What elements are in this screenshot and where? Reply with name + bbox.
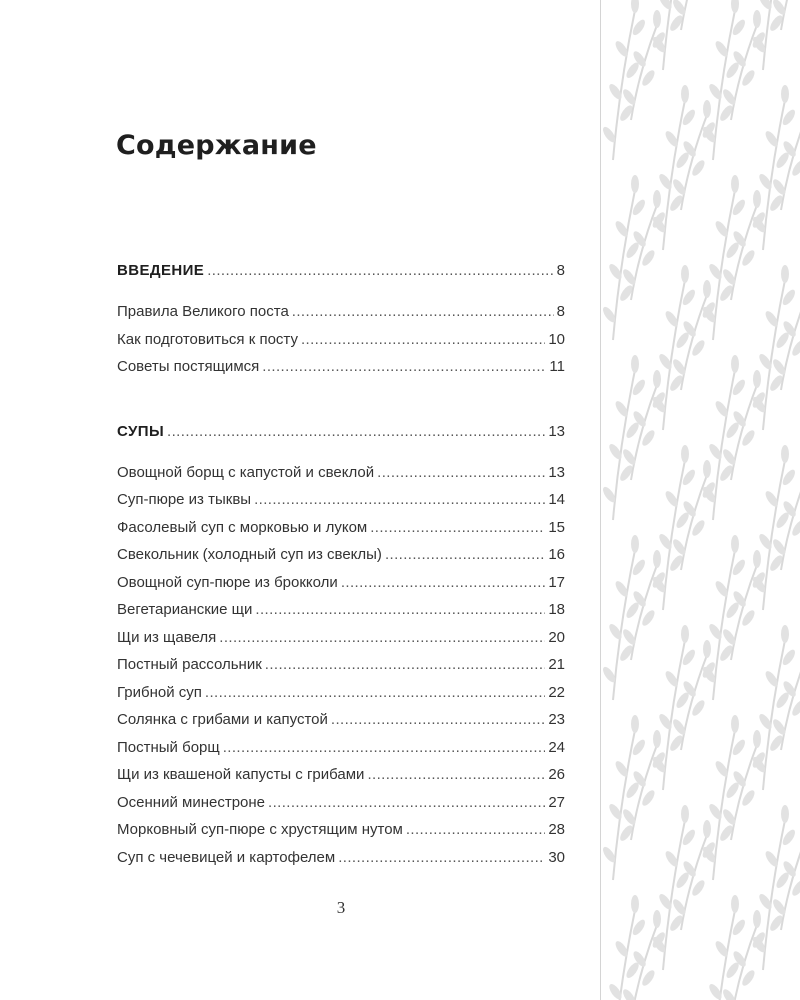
toc-page-ref: 13	[548, 463, 565, 481]
decorative-panel	[600, 0, 800, 1000]
willow-branch	[601, 895, 647, 1000]
toc-entry[interactable]	[117, 679, 565, 707]
toc-page-ref: 22	[548, 683, 565, 701]
toc-entry[interactable]	[117, 596, 565, 624]
toc-entry-label: Постный борщ	[117, 738, 220, 756]
toc-entry[interactable]	[117, 569, 565, 597]
dot-leader	[331, 706, 545, 734]
dot-leader	[219, 624, 545, 652]
toc-page-ref: 18	[548, 601, 565, 618]
dot-leader	[370, 514, 545, 542]
toc-heading[interactable]	[117, 258, 565, 284]
willow-branch	[671, 640, 717, 750]
toc-page-ref: 8	[556, 262, 565, 279]
toc-entry-label: Фасолевый суп с морковью и луком	[117, 518, 368, 536]
toc-page-ref: 10	[548, 330, 565, 348]
toc-page-ref: 21	[548, 656, 565, 673]
toc-entry[interactable]	[117, 761, 565, 789]
toc-entry-label: Суп-пюре из тыквы	[117, 491, 252, 508]
willow-branch	[671, 280, 717, 390]
dot-leader	[367, 761, 545, 789]
toc-entry[interactable]	[117, 789, 565, 817]
willow-branch-pattern-icon	[601, 0, 800, 1000]
toc-entry[interactable]	[117, 816, 565, 844]
toc-page-ref: 23	[548, 711, 565, 728]
dot-leader	[385, 541, 545, 569]
toc-entry-label: Осенний минестроне	[117, 793, 266, 811]
willow-branch	[721, 370, 767, 480]
toc-page-ref: 20	[548, 628, 565, 646]
toc-entry-label: Вегетарианские щи	[117, 601, 253, 618]
toc-entry[interactable]	[117, 624, 565, 652]
toc-page-ref: 28	[548, 821, 565, 838]
toc-entry-label: Как подготовиться к посту	[117, 330, 298, 348]
toc-page-ref: 26	[548, 766, 565, 783]
toc-entry[interactable]	[117, 514, 565, 542]
toc-entry[interactable]	[117, 486, 565, 514]
dot-leader	[205, 679, 545, 707]
willow-branch	[671, 460, 717, 570]
toc-entry[interactable]	[117, 651, 565, 679]
dot-leader	[341, 569, 546, 597]
toc-entry-label: Солянка с грибами и капустой	[117, 711, 328, 728]
toc-page-ref: 30	[548, 848, 565, 866]
toc-page-ref: 14	[548, 491, 565, 508]
toc-heading-label: СУПЫ	[117, 422, 165, 440]
dot-leader	[338, 844, 545, 872]
willow-branch	[701, 895, 748, 1000]
willow-branch	[621, 190, 667, 300]
dot-leader	[377, 459, 545, 487]
dot-leader	[223, 734, 546, 762]
toc-entry-label: Правила Великого поста	[117, 303, 289, 320]
toc-page-ref: 13	[548, 422, 565, 440]
toc-entry-label: Щи из щавеля	[117, 628, 217, 646]
dot-leader	[207, 258, 553, 284]
toc-entry[interactable]	[117, 541, 565, 569]
willow-branch	[621, 10, 667, 120]
toc-heading[interactable]	[117, 419, 565, 445]
dot-leader	[301, 326, 545, 354]
toc-page-ref: 17	[548, 573, 565, 591]
toc-page-ref: 16	[548, 546, 565, 563]
toc-entry[interactable]	[117, 298, 565, 326]
toc-section-soups	[117, 419, 565, 872]
toc-entry[interactable]	[117, 353, 565, 381]
toc-entry[interactable]	[117, 326, 565, 354]
toc-entry-label: Морковный суп-пюре с хрустящим нутом	[117, 821, 403, 838]
toc-page-ref: 27	[548, 793, 565, 811]
toc-page-ref: 8	[556, 303, 565, 320]
dot-leader	[265, 651, 546, 679]
toc-entry[interactable]	[117, 734, 565, 762]
table-of-contents	[117, 258, 565, 871]
willow-branch	[671, 820, 717, 930]
dot-leader	[292, 298, 554, 326]
dot-leader	[262, 353, 546, 381]
toc-entry[interactable]	[117, 459, 565, 487]
dot-leader	[255, 596, 545, 624]
toc-entry-label: Советы постящимся	[117, 358, 260, 375]
dot-leader	[254, 486, 545, 514]
willow-branch	[621, 550, 667, 660]
toc-entry[interactable]	[117, 706, 565, 734]
dot-leader	[167, 419, 545, 445]
page-title: Содержание	[116, 130, 317, 161]
toc-page-ref: 24	[548, 738, 565, 756]
willow-branch	[721, 550, 767, 660]
toc-heading-label: ВВЕДЕНИЕ	[117, 262, 205, 279]
toc-entry-label: Суп с чечевицей и картофелем	[117, 848, 336, 866]
willow-branch	[621, 370, 667, 480]
dot-leader	[268, 789, 545, 817]
toc-page-ref: 15	[548, 518, 565, 536]
toc-entry[interactable]	[117, 844, 565, 872]
toc-entry-label: Грибной суп	[117, 683, 202, 701]
page-number: 3	[336, 898, 346, 917]
toc-entry-label: Овощной суп-пюре из брокколи	[117, 573, 338, 591]
toc-entry-label: Овощной борщ с капустой и свеклой	[117, 463, 375, 481]
toc-entry-label: Щи из квашеной капусты с грибами	[117, 766, 365, 783]
willow-branch	[721, 190, 767, 300]
dot-leader	[406, 816, 545, 844]
toc-entry-label: Свекольник (холодный суп из свеклы)	[117, 546, 382, 563]
willow-branch	[721, 730, 767, 840]
willow-branch	[721, 10, 767, 120]
willow-branch	[671, 100, 717, 210]
toc-entry-label: Постный рассольник	[117, 656, 262, 673]
toc-section-introduction	[117, 258, 565, 381]
willow-branch	[621, 730, 667, 840]
toc-page-ref: 11	[549, 358, 565, 375]
